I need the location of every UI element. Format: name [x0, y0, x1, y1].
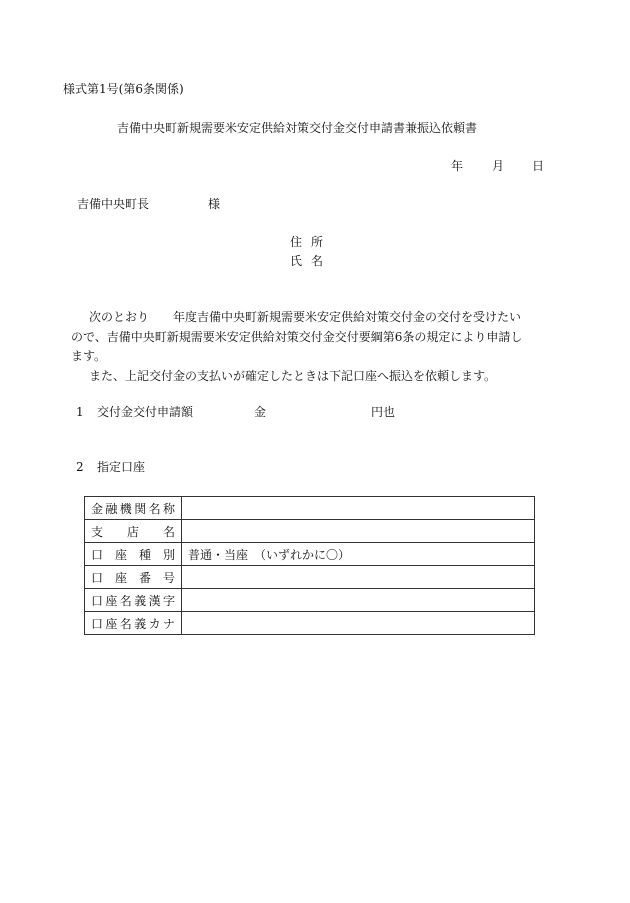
- item-2-label: 指定口座: [97, 460, 146, 474]
- row-label: 金融機関名称: [85, 497, 182, 520]
- name-label: 氏名: [290, 254, 333, 268]
- date-year-label: 年: [451, 159, 464, 173]
- honorific: 様: [208, 197, 221, 211]
- row-value[interactable]: [182, 589, 535, 612]
- form-number: 様式第1号(第6条関係): [63, 82, 184, 96]
- item-1-number: 1: [76, 405, 84, 419]
- addressee: 吉備中央町長: [77, 197, 150, 211]
- account-table: [84, 496, 535, 635]
- row-label: 口座名義カナ: [85, 612, 182, 635]
- body-paragraph-1-line-3: ます。: [71, 349, 107, 363]
- document-title: 吉備中央町新規需要米安定供給対策交付金交付申請書兼振込依頼書: [117, 121, 478, 135]
- table-row: [85, 497, 535, 520]
- date-day-label: 日: [532, 159, 545, 173]
- item-2-number: 2: [76, 460, 84, 474]
- row-value[interactable]: [182, 566, 535, 589]
- row-value[interactable]: [182, 497, 535, 520]
- row-label: 口座種別: [85, 543, 182, 566]
- table-row: [85, 520, 535, 543]
- row-label: 口座番号: [85, 566, 182, 589]
- date-month-label: 月: [492, 159, 505, 173]
- item-1-kin: 金: [254, 405, 267, 419]
- row-label: 口座名義漢字: [85, 589, 182, 612]
- body-paragraph-2: また、上記交付金の支払いが確定したときは下記口座へ振込を依頼します。: [89, 368, 497, 383]
- table-row: [85, 612, 535, 635]
- row-value[interactable]: [182, 612, 535, 635]
- item-1-label: 交付金交付申請額: [97, 405, 194, 419]
- row-value[interactable]: [182, 520, 535, 543]
- body-paragraph-1-line-1: 次のとおり 年度吉備中央町新規需要米安定供給対策交付金の交付を受けたい: [89, 310, 522, 324]
- row-value[interactable]: 普通・当座 （いずれかに〇）: [182, 543, 535, 566]
- table-row: [85, 589, 535, 612]
- table-row: [85, 566, 535, 589]
- item-1-yen: 円也: [371, 405, 396, 419]
- row-label: 支店名: [85, 520, 182, 543]
- address-label: 住所: [290, 235, 333, 249]
- table-row: [85, 543, 535, 566]
- body-text: [71, 308, 571, 386]
- body-paragraph-1-line-2: ので、吉備中央町新規需要米安定供給対策交付金交付要綱第6条の規定により申請し: [71, 329, 523, 344]
